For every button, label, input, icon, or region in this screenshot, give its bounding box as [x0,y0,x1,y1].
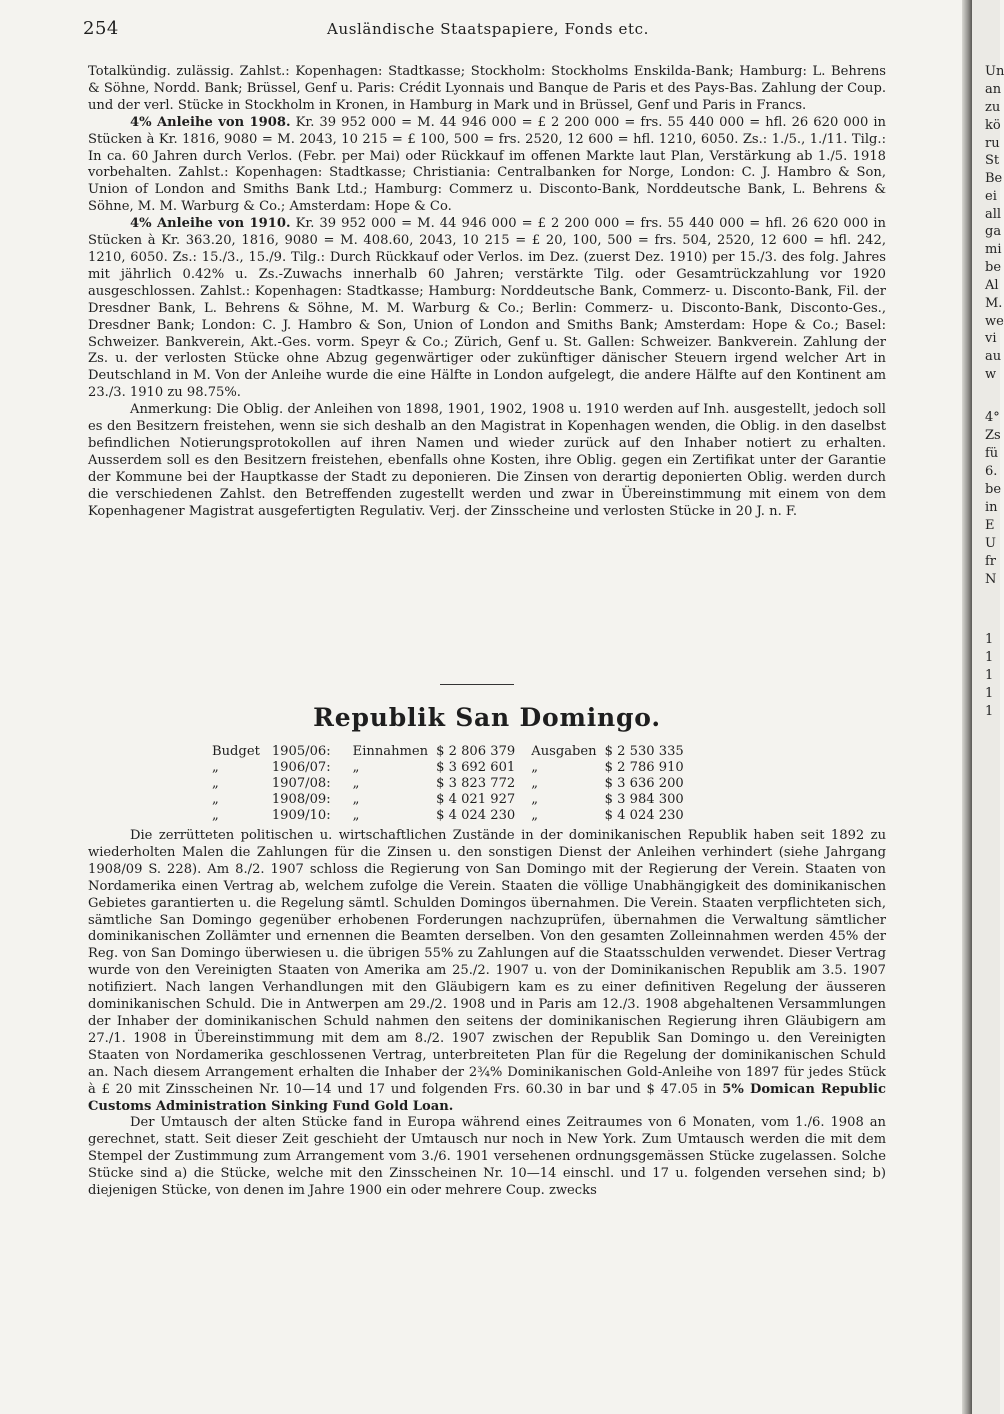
budget-table [212,744,692,824]
adjacent-page-fragment: 6. [985,464,998,479]
paragraph-anmerkung: Anmerkung: Die Oblig. der Anleihen von 1898, 1901, 1902, 1908 u. 1910 werden auf Inh. ausgestellt, jedoch soll es den Besitzern freistehen, wenn sie sich deshalb an den Magistrat in Kopenhagen wenden, die Oblig. in den daselbst befindlichen Notierungsprotokollen auf ihren Namen und wieder zurück auf den Inhaber notiert zu erhalten. Ausserdem soll es den Besitzern freistehen, ebenfalls ohne Kosten, ihre Oblig. gegen ein Zertifikat unter der Garantie der Kommune bei der Hauptkasse der Stadt zu deponieren. Die Zinsen von derartig deponierten Oblig. werden durch die verschiedenen Zahlst. den Betreffenden zugestellt werden und zwar in Übereinstimmung mit einem von dem Kopenhagener Magistrat ausgefertigten Regulativ. Verj. der Zinsscheine und verlosten Stücke in 20 J. n. F. [88,402,886,519]
adjacent-page-fragment: 4° [985,410,1000,425]
adjacent-page-fragment: be [985,260,1002,275]
budget-cell-exp: $ 2 530 335 [604,744,684,759]
budget-cell-exp: $ 4 024 230 [604,808,684,823]
budget-cell-inc: $ 4 024 230 [436,808,516,823]
adjacent-page-fragment: St [985,153,1000,168]
loan-1910-heading: 4% Anleihe von 1910. [130,216,291,232]
budget-cell-exp-label: „ [531,808,539,823]
adjacent-page-fragment: 1 [985,650,994,665]
adjacent-page-fragment: kö [985,118,1001,133]
adjacent-page-fragment: vi [985,331,997,346]
budget-row [212,776,692,792]
budget-cell-exp: $ 2 786 910 [604,760,684,775]
budget-cell-year: 1909/10: [271,808,331,823]
adjacent-page-fragment: Un [985,64,1004,79]
adjacent-page-fragment: N [985,572,997,587]
adjacent-page-fragment: fr [985,554,997,569]
budget-cell-inc: $ 3 692 601 [436,760,516,775]
budget-cell-inc-label: „ [352,808,360,823]
adjacent-page-fragment: in [985,500,998,515]
budget-cell-exp-label: „ [531,792,539,807]
adjacent-page-fragment: U [985,536,996,551]
budget-cell-label: „ [212,760,219,775]
budget-cell-exp-label: „ [531,760,539,775]
paragraph-loan-1908 [88,115,886,216]
paragraph-loan-1910 [88,216,886,402]
budget-row [212,760,692,776]
page-gutter [962,0,972,1414]
budget-cell-inc: $ 4 021 927 [436,792,516,807]
budget-cell-exp-label: „ [531,776,539,791]
budget-cell-inc-label: „ [352,792,360,807]
adjacent-page-fragment: be [985,482,1002,497]
section-divider [440,684,514,685]
adjacent-page-fragment: 1 [985,686,994,701]
budget-cell-inc-label: Einnahmen [352,744,429,759]
section-title: Republik San Domingo. [313,703,661,732]
loan-1908-heading: 4% Anleihe von 1908. [130,114,291,130]
adjacent-page-fragment: all [985,207,1002,222]
adjacent-page-fragment: w [985,367,997,382]
adjacent-page-fragment: we [985,314,1004,329]
budget-cell-year: 1905/06: [271,744,331,759]
paragraph-payment-terms: Totalkündig. zulässig. Zahlst.: Kopenhagen: Stadtkasse; Stockholm: Stockholms Enskilda-Bank; Hamburg: L. Behrens & Söhne, Nordd. Bank; Brüssel, Genf u. Paris: Crédit Lyonnais und Banque de Paris et des Pays-Bas. Zahlung der Coup. und der verl. Stücke in Stockholm in Kronen, in Hamburg in Mark und in Brüssel, Genf und Paris in Francs. [88,64,886,113]
budget-row [212,808,692,824]
budget-cell-inc-label: „ [352,776,360,791]
adjacent-page-fragment: Be [985,171,1003,186]
budget-cell-label: Budget [212,744,260,759]
adjacent-page-strip [972,0,1004,1414]
budget-cell-inc: $ 3 823 772 [436,776,516,791]
adjacent-page-fragment: an [985,82,1002,97]
budget-cell-label: „ [212,792,219,807]
budget-cell-label: „ [212,776,219,791]
budget-cell-year: 1908/09: [271,792,331,807]
budget-cell-year: 1907/08: [271,776,331,791]
gold-loan-name: 5% Domican Republic Customs Administration Sinking Fund Gold Loan. [88,1081,886,1114]
loan-1908-text: Kr. 39 952 000 = M. 44 946 000 = £ 2 200 000 = frs. 55 440 000 = hfl. 26 620 000 in Stücken à Kr. 1816, 9080 = M. 2043, 10 215 = £ 100, 500 = frs. 2520, 12 600 = hfl. 1210, 6050. Zs.: 1./5., 1./11. Tilg.: In ca. 60 Jahren durch Verlos. (Febr. per Mai) oder Rückkauf im offenen Markte laut Plan, Verstärkung ab 1./5. 1918 vorbehalten. Zahlst.: Kopenhagen: Stadtkasse; Christiania: Centralbanken for Norge, London: C. J. Hambro & Son, Union of London and Smiths Bank Ltd.; Hamburg: Commerz u. Disconto-Bank, Norddeutsche Bank, L. Behrens & Söhne, M. M. Warburg & Co.; Amsterdam: Hope & Co. [88,114,886,215]
page-header [83,18,893,44]
domingo-history-text: Die zerrütteten politischen u. wirtschaftlichen Zustände in der dominikanischen Republik haben seit 1892 zu wiederholten Malen die Zahlungen für die Zinsen u. den sonstigen Dienst der Anleihen verhindert (siehe Jahrgang 1908/09 S. 228). Am 8./2. 1907 schloss die Regierung von San Domingo mit der Regierung der Verein. Staaten von Nordamerika einen Vertrag ab, welchem zufolge die Verein. Staaten die völlige Unabhängigkeit des dominikanischen Gebietes garantierten u. die Regelung sämtl. Schulden Domingos übernahmen. Die Verein. Staaten verpflichteten sich, sämtliche San Domingo gegenüber erhobenen Forderungen nachzuprüfen, übernahmen die Verwaltung sämtlicher dominikanischen Zollämter und ernennen die Beamten derselben. Von den gesamten Zolleinnahmen werden 45% der Reg. von San Domingo überwiesen u. die übrigen 55% zu Zahlungen auf die Staatsschulden verwendet. Dieser Vertrag wurde von den Vereinigten Staaten von Amerika am 25./2. 1907 u. von der Dominikanischen Republik am 3.5. 1907 notifiziert. Nach langen Verhandlungen mit den Gläubigern kam es zu einer definitiven Regelung der äusseren dominikanischen Schuld. Die in Antwerpen am 29./2. 1908 und in Paris am 12./3. 1908 abgehaltenen Versammlungen der Inhaber der dominikanischen Schuld nahmen den seitens der dominikanischen Regierung ihren Gläubigern am 27./1. 1908 in Übereinstimmung mit dem am 8./2. 1907 zwischen der Republik San Domingo u. den Vereinigten Staaten von Nordamerika geschlossenen Vertrag, unterbreiteten Plan für die Regelung der dominikanischen Schuld an. Nach diesem Arrangement erhalten die Inhaber der 2¾% Dominikanischen Gold-Anleihe von 1897 für jedes Stück à £ 20 mit Zinsscheinen Nr. 10—14 und 17 und folgenden Frs. 60.30 in bar und $ 47.05 in [88,828,886,1097]
adjacent-page-fragment: ga [985,224,1002,239]
bottom-section [88,828,886,1200]
adjacent-page-fragment: zu [985,100,1001,115]
paragraph-exchange: Der Umtausch der alten Stücke fand in Europa während eines Zeitraumes von 6 Monaten, vom 1./6. 1908 an gerechnet, statt. Seit dieser Zeit geschieht der Umtausch nur noch in New York. Zum Umtausch werden die mit dem Stempel der Zustimmung zum Arrangement vom 3./6. 1901 versehenen ordnungsgemässen Stücke zugelassen. Solche Stücke sind a) die Stücke, welche mit den Zinsscheinen Nr. 10—14 einschl. und 17 u. folgenden versehen sind; b) diejenigen Stücke, von denen im Jahre 1900 ein oder mehrere Coup. zwecks [88,1115,886,1199]
top-section [88,64,886,520]
budget-cell-label: „ [212,808,219,823]
adjacent-page-fragment: ru [985,136,1000,151]
adjacent-page-fragment: Al [985,278,999,293]
adjacent-page-fragment: au [985,349,1002,364]
adjacent-page-fragment: 1 [985,704,994,719]
loan-1910-text: Kr. 39 952 000 = M. 44 946 000 = £ 2 200 000 = frs. 55 440 000 = hfl. 26 620 000 in Stücken à Kr. 363.20, 1816, 9080 = M. 408.60, 2043, 10 215 = £ 20, 100, 500 = frs. 504, 2520, 12 600 = hfl. 242, 1210, 6050. Zs.: 15./3., 15./9. Tilg.: Durch Rückkauf oder Verlos. im Dez. (zuerst Dez. 1910) per 15./3. des folg. Jahres mit jährlich 0.42% u. Zs.-Zuwachs innerhalb 60 Jahren; verstärkte Tilg. oder Gesamtrückzahlung vor 1920 ausgeschlossen. Zahlst.: Kopenhagen: Stadtkasse; Hamburg: Norddeutsche Bank, Commerz- u. Disconto-Bank, Fil. der Dresdner Bank, L. Behrens & Söhne, M. M. Warburg & Co.; Berlin: Commerz- u. Disconto-Bank, Disconto-Ges., Dresdner Bank; London: C. J. Hambro & Son, Union of London and Smiths Bank; Amsterdam: Hope & Co.; Basel: Schweizer. Bankverein, Akt.-Ges. vorm. Speyr & Co.; Zürich, Genf u. St. Gallen: Schweizer. Bankverein. Zahlung der Zs. u. der verlosten Stücke ohne Abzug gegenwärtiger oder zukünftiger dänischer Steuern irgend welcher Art in Deutschland in M. Von der Anleihe wurde die eine Hälfte in London aufgelegt, die andere Hälfte auf den Kontinent am 23./3. 1910 zu 98.75%. [88,216,886,401]
adjacent-page-fragment: Zs [985,428,1001,443]
running-title: Ausländische Staatspapiere, Fonds etc. [327,20,649,38]
budget-cell-exp-label: Ausgaben [531,744,597,759]
budget-row [212,792,692,808]
adjacent-page-fragment: mi [985,242,1002,257]
budget-row [212,744,692,760]
page-number: 254 [83,18,119,39]
adjacent-page-fragment: E [985,518,995,533]
paragraph-domingo-history [88,828,886,1115]
adjacent-page-fragment: fü [985,446,999,461]
budget-cell-inc: $ 2 806 379 [436,744,516,759]
adjacent-page-fragment: M. [985,296,1003,311]
budget-cell-year: 1906/07: [271,760,331,775]
adjacent-page-fragment: ei [985,189,997,204]
budget-cell-exp: $ 3 984 300 [604,792,684,807]
adjacent-page-fragment: 1 [985,668,994,683]
budget-cell-exp: $ 3 636 200 [604,776,684,791]
adjacent-page-fragment: 1 [985,632,994,647]
budget-cell-inc-label: „ [352,760,360,775]
